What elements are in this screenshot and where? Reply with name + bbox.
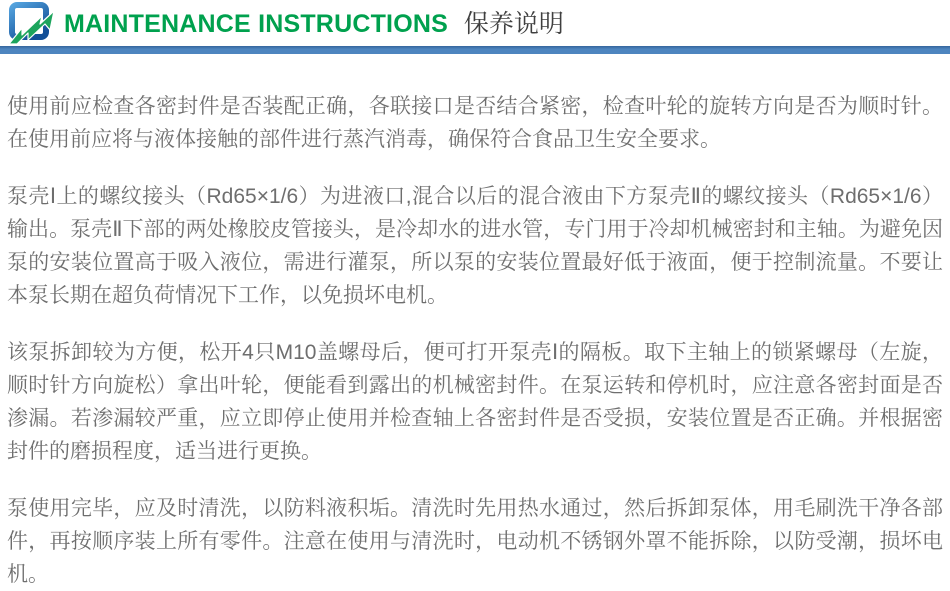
paragraph-inspection-before-use: 使用前应检查各密封件是否装配正确，各联接口是否结合紧密，检查叶轮的旋转方向是否为顺时针。在使用前应将与液体接触的部件进行蒸汽消毒，确保符合食品卫生安全要求。 <box>7 95 943 151</box>
maintenance-instructions-body <box>0 54 950 591</box>
brand-logo-icon <box>8 2 56 46</box>
blue-divider-bar <box>0 46 950 54</box>
paragraph-connections-and-installation: 泵壳Ⅰ上的螺纹接头（Rd65×1/6）为进液口,混合以后的混合液由下方泵壳Ⅱ的螺纹接头（Rd65×1/6）输出。泵壳Ⅱ下部的两处橡胶皮管接头，是冷却水的进水管，专门用于冷却机械密封和主轴。为避免因泵的安装位置高于吸入液位，需进行灌泵，所以泵的安装位置最好低于液面，便于控制流量。不要让本泵长期在超负荷情况下工作，以免损坏电机。 <box>7 185 943 307</box>
page-title-chinese: 保养说明 <box>463 10 564 38</box>
page-header <box>0 0 950 46</box>
paragraph-cleaning-after-use: 泵使用完毕，应及时清洗，以防料液积垢。清洗时先用热水通过，然后拆卸泵体，用毛刷洗干净各部件，再按顺序装上所有零件。注意在使用与清洗时，电动机不锈钢外罩不能拆除，以防受潮，损坏电机。 <box>7 497 943 586</box>
page-title-english: MAINTENANCE INSTRUCTIONS <box>64 10 448 38</box>
page-title <box>64 10 564 38</box>
paragraph-disassembly-and-seals: 该泵拆卸较为方便，松开4只M10盖螺母后，便可打开泵壳Ⅰ的隔板。取下主轴上的锁紧螺母（左旋，顺时针方向旋松）拿出叶轮，便能看到露出的机械密封件。在泵运转和停机时，应注意各密封面是否渗漏。若渗漏较严重，应立即停止使用并检查轴上各密封件是否受损，安装位置是否正确。并根据密封件的磨损程度，适当进行更换。 <box>7 341 943 463</box>
